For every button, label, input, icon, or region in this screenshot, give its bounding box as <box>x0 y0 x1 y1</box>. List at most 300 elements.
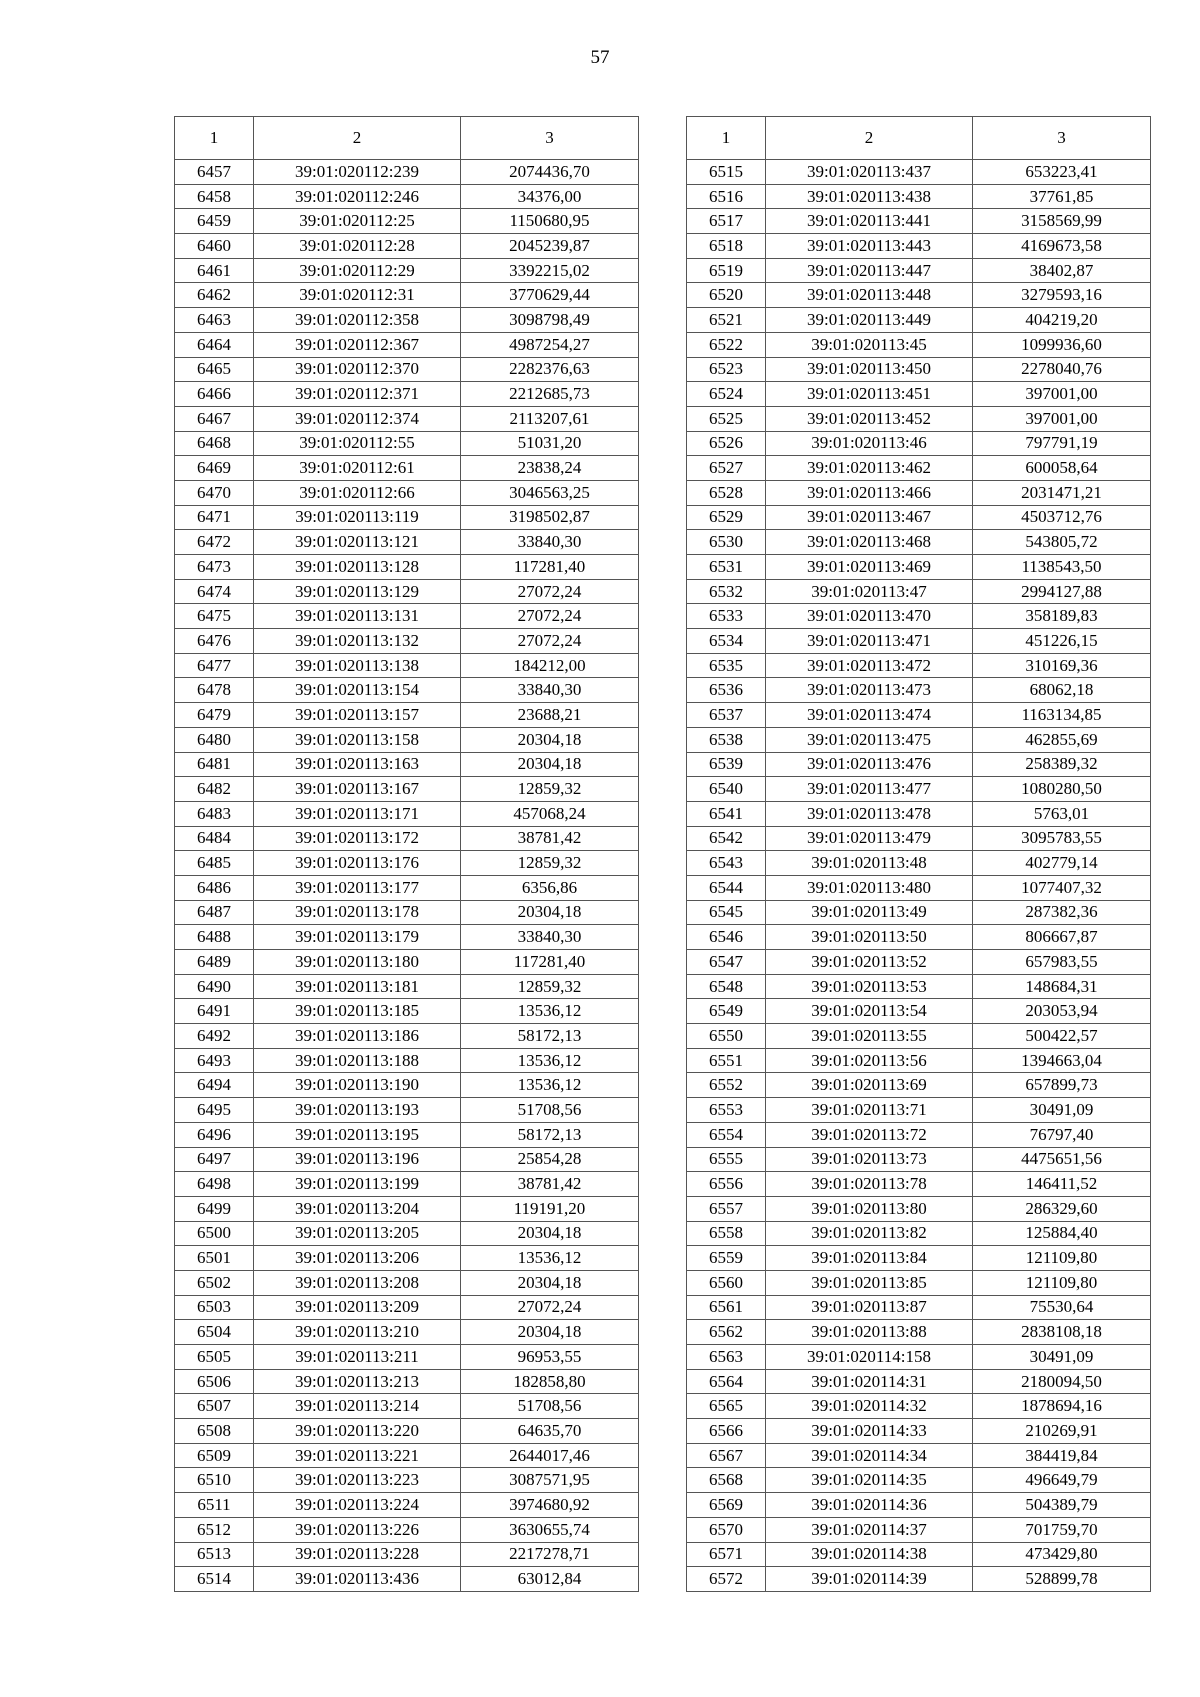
table-row <box>687 1542 1151 1567</box>
table-row <box>687 629 1151 654</box>
left-table <box>174 116 639 1592</box>
row-number-cell: 6490 <box>175 974 254 999</box>
row-number-cell: 6538 <box>687 727 766 752</box>
value-cell: 5763,01 <box>973 801 1151 826</box>
header-cell-2: 2 <box>766 117 973 160</box>
cadastral-number-cell: 39:01:020112:31 <box>254 283 461 308</box>
table-row <box>687 678 1151 703</box>
value-cell: 148684,31 <box>973 974 1151 999</box>
cadastral-number-cell: 39:01:020113:452 <box>766 406 973 431</box>
table-row <box>175 950 639 975</box>
row-number-cell: 6504 <box>175 1320 254 1345</box>
cadastral-number-cell: 39:01:020113:220 <box>254 1419 461 1444</box>
table-row <box>175 1443 639 1468</box>
value-cell: 451226,15 <box>973 629 1151 654</box>
table-row <box>175 160 639 185</box>
row-number-cell: 6509 <box>175 1443 254 1468</box>
value-cell: 3392215,02 <box>461 258 639 283</box>
row-number-cell: 6515 <box>687 160 766 185</box>
table-row <box>175 752 639 777</box>
cadastral-number-cell: 39:01:020113:437 <box>766 160 973 185</box>
value-cell: 457068,24 <box>461 801 639 826</box>
table-row <box>687 925 1151 950</box>
table-row <box>175 579 639 604</box>
table-row <box>687 1221 1151 1246</box>
value-cell: 38402,87 <box>973 258 1151 283</box>
value-cell: 653223,41 <box>973 160 1151 185</box>
table-row <box>175 1147 639 1172</box>
right-table <box>686 116 1151 1592</box>
row-number-cell: 6525 <box>687 406 766 431</box>
row-number-cell: 6475 <box>175 604 254 629</box>
table-row <box>687 1122 1151 1147</box>
table-row <box>687 875 1151 900</box>
value-cell: 310169,36 <box>973 653 1151 678</box>
value-cell: 34376,00 <box>461 184 639 209</box>
row-number-cell: 6565 <box>687 1394 766 1419</box>
row-number-cell: 6476 <box>175 629 254 654</box>
value-cell: 12859,32 <box>461 851 639 876</box>
table-row <box>175 480 639 505</box>
cadastral-number-cell: 39:01:020113:154 <box>254 678 461 703</box>
cadastral-number-cell: 39:01:020113:190 <box>254 1073 461 1098</box>
value-cell: 117281,40 <box>461 555 639 580</box>
row-number-cell: 6500 <box>175 1221 254 1246</box>
value-cell: 119191,20 <box>461 1196 639 1221</box>
row-number-cell: 6484 <box>175 826 254 851</box>
table-row <box>175 1493 639 1518</box>
row-number-cell: 6557 <box>687 1196 766 1221</box>
table-row <box>175 1517 639 1542</box>
table-row <box>687 283 1151 308</box>
cadastral-number-cell: 39:01:020113:176 <box>254 851 461 876</box>
value-cell: 4987254,27 <box>461 332 639 357</box>
cadastral-number-cell: 39:01:020113:72 <box>766 1122 973 1147</box>
cadastral-number-cell: 39:01:020113:214 <box>254 1394 461 1419</box>
value-cell: 64635,70 <box>461 1419 639 1444</box>
table-row <box>687 1468 1151 1493</box>
value-cell: 96953,55 <box>461 1345 639 1370</box>
value-cell: 38781,42 <box>461 826 639 851</box>
row-number-cell: 6566 <box>687 1419 766 1444</box>
table-row <box>687 1196 1151 1221</box>
value-cell: 13536,12 <box>461 1048 639 1073</box>
value-cell: 402779,14 <box>973 851 1151 876</box>
right-table-body <box>687 160 1151 1592</box>
value-cell: 20304,18 <box>461 1221 639 1246</box>
table-row <box>175 456 639 481</box>
row-number-cell: 6571 <box>687 1542 766 1567</box>
row-number-cell: 6488 <box>175 925 254 950</box>
value-cell: 27072,24 <box>461 1295 639 1320</box>
table-row <box>175 703 639 728</box>
row-number-cell: 6570 <box>687 1517 766 1542</box>
cadastral-number-cell: 39:01:020113:221 <box>254 1443 461 1468</box>
cadastral-number-cell: 39:01:020113:468 <box>766 530 973 555</box>
table-row <box>687 653 1151 678</box>
table-row <box>175 604 639 629</box>
value-cell: 2278040,76 <box>973 357 1151 382</box>
table-row <box>687 1493 1151 1518</box>
cadastral-number-cell: 39:01:020113:186 <box>254 1024 461 1049</box>
cadastral-number-cell: 39:01:020113:449 <box>766 308 973 333</box>
table-row <box>687 752 1151 777</box>
value-cell: 3046563,25 <box>461 480 639 505</box>
table-row <box>175 184 639 209</box>
cadastral-number-cell: 39:01:020113:163 <box>254 752 461 777</box>
cadastral-number-cell: 39:01:020113:211 <box>254 1345 461 1370</box>
value-cell: 203053,94 <box>973 999 1151 1024</box>
cadastral-number-cell: 39:01:020113:451 <box>766 382 973 407</box>
cadastral-number-cell: 39:01:020112:61 <box>254 456 461 481</box>
value-cell: 286329,60 <box>973 1196 1151 1221</box>
value-cell: 33840,30 <box>461 678 639 703</box>
cadastral-number-cell: 39:01:020112:367 <box>254 332 461 357</box>
cadastral-number-cell: 39:01:020113:129 <box>254 579 461 604</box>
cadastral-number-cell: 39:01:020112:358 <box>254 308 461 333</box>
table-row <box>175 1345 639 1370</box>
cadastral-number-cell: 39:01:020113:193 <box>254 1098 461 1123</box>
table-row <box>175 209 639 234</box>
cadastral-number-cell: 39:01:020113:181 <box>254 974 461 999</box>
table-row <box>175 1320 639 1345</box>
table-row <box>687 1295 1151 1320</box>
table-row <box>175 1122 639 1147</box>
cadastral-number-cell: 39:01:020113:475 <box>766 727 973 752</box>
value-cell: 2031471,21 <box>973 480 1151 505</box>
value-cell: 3974680,92 <box>461 1493 639 1518</box>
cadastral-number-cell: 39:01:020113:438 <box>766 184 973 209</box>
table-row <box>687 1246 1151 1271</box>
row-number-cell: 6564 <box>687 1369 766 1394</box>
cadastral-number-cell: 39:01:020113:119 <box>254 505 461 530</box>
row-number-cell: 6512 <box>175 1517 254 1542</box>
table-row <box>175 999 639 1024</box>
row-number-cell: 6467 <box>175 406 254 431</box>
cadastral-number-cell: 39:01:020113:56 <box>766 1048 973 1073</box>
cadastral-number-cell: 39:01:020113:179 <box>254 925 461 950</box>
cadastral-number-cell: 39:01:020114:33 <box>766 1419 973 1444</box>
value-cell: 51708,56 <box>461 1098 639 1123</box>
row-number-cell: 6533 <box>687 604 766 629</box>
cadastral-number-cell: 39:01:020113:71 <box>766 1098 973 1123</box>
row-number-cell: 6510 <box>175 1468 254 1493</box>
value-cell: 20304,18 <box>461 900 639 925</box>
cadastral-number-cell: 39:01:020112:370 <box>254 357 461 382</box>
row-number-cell: 6518 <box>687 234 766 259</box>
value-cell: 13536,12 <box>461 1246 639 1271</box>
table-row <box>687 703 1151 728</box>
cadastral-number-cell: 39:01:020113:53 <box>766 974 973 999</box>
header-cell-3: 3 <box>973 117 1151 160</box>
row-number-cell: 6552 <box>687 1073 766 1098</box>
cadastral-number-cell: 39:01:020112:371 <box>254 382 461 407</box>
cadastral-number-cell: 39:01:020113:206 <box>254 1246 461 1271</box>
cadastral-number-cell: 39:01:020113:88 <box>766 1320 973 1345</box>
table-row <box>687 234 1151 259</box>
cadastral-number-cell: 39:01:020113:78 <box>766 1172 973 1197</box>
row-number-cell: 6543 <box>687 851 766 876</box>
cadastral-number-cell: 39:01:020113:467 <box>766 505 973 530</box>
value-cell: 20304,18 <box>461 1270 639 1295</box>
cadastral-number-cell: 39:01:020113:210 <box>254 1320 461 1345</box>
row-number-cell: 6503 <box>175 1295 254 1320</box>
cadastral-number-cell: 39:01:020113:477 <box>766 777 973 802</box>
value-cell: 2180094,50 <box>973 1369 1151 1394</box>
table-row <box>175 357 639 382</box>
value-cell: 397001,00 <box>973 382 1151 407</box>
left-table-body <box>175 160 639 1592</box>
table-row <box>175 826 639 851</box>
table-row <box>175 678 639 703</box>
table-row <box>687 406 1151 431</box>
value-cell: 184212,00 <box>461 653 639 678</box>
row-number-cell: 6562 <box>687 1320 766 1345</box>
table-row <box>687 505 1151 530</box>
table-row <box>687 456 1151 481</box>
table-row <box>175 900 639 925</box>
row-number-cell: 6529 <box>687 505 766 530</box>
cadastral-number-cell: 39:01:020113:87 <box>766 1295 973 1320</box>
row-number-cell: 6469 <box>175 456 254 481</box>
row-number-cell: 6457 <box>175 160 254 185</box>
value-cell: 3630655,74 <box>461 1517 639 1542</box>
header-cell-2: 2 <box>254 117 461 160</box>
cadastral-number-cell: 39:01:020112:239 <box>254 160 461 185</box>
row-number-cell: 6485 <box>175 851 254 876</box>
value-cell: 210269,91 <box>973 1419 1151 1444</box>
row-number-cell: 6480 <box>175 727 254 752</box>
cadastral-number-cell: 39:01:020113:204 <box>254 1196 461 1221</box>
cadastral-number-cell: 39:01:020113:73 <box>766 1147 973 1172</box>
value-cell: 1077407,32 <box>973 875 1151 900</box>
cadastral-number-cell: 39:01:020113:55 <box>766 1024 973 1049</box>
value-cell: 287382,36 <box>973 900 1151 925</box>
table-row <box>175 777 639 802</box>
cadastral-number-cell: 39:01:020114:31 <box>766 1369 973 1394</box>
row-number-cell: 6563 <box>687 1345 766 1370</box>
row-number-cell: 6508 <box>175 1419 254 1444</box>
table-row <box>175 1419 639 1444</box>
value-cell: 25854,28 <box>461 1147 639 1172</box>
cadastral-number-cell: 39:01:020113:128 <box>254 555 461 580</box>
value-cell: 6356,86 <box>461 875 639 900</box>
row-number-cell: 6532 <box>687 579 766 604</box>
cadastral-number-cell: 39:01:020113:45 <box>766 332 973 357</box>
row-number-cell: 6572 <box>687 1567 766 1592</box>
row-number-cell: 6535 <box>687 653 766 678</box>
value-cell: 13536,12 <box>461 999 639 1024</box>
cadastral-number-cell: 39:01:020113:172 <box>254 826 461 851</box>
table-row <box>687 480 1151 505</box>
cadastral-number-cell: 39:01:020113:473 <box>766 678 973 703</box>
value-cell: 462855,69 <box>973 727 1151 752</box>
value-cell: 2074436,70 <box>461 160 639 185</box>
row-number-cell: 6567 <box>687 1443 766 1468</box>
cadastral-number-cell: 39:01:020113:180 <box>254 950 461 975</box>
table-row <box>687 1147 1151 1172</box>
header-row <box>175 117 639 160</box>
cadastral-number-cell: 39:01:020113:213 <box>254 1369 461 1394</box>
cadastral-number-cell: 39:01:020113:69 <box>766 1073 973 1098</box>
value-cell: 33840,30 <box>461 925 639 950</box>
cadastral-number-cell: 39:01:020113:171 <box>254 801 461 826</box>
value-cell: 2045239,87 <box>461 234 639 259</box>
table-row <box>687 1270 1151 1295</box>
table-row <box>175 1369 639 1394</box>
cadastral-number-cell: 39:01:020113:479 <box>766 826 973 851</box>
row-number-cell: 6542 <box>687 826 766 851</box>
cadastral-number-cell: 39:01:020113:47 <box>766 579 973 604</box>
row-number-cell: 6544 <box>687 875 766 900</box>
value-cell: 33840,30 <box>461 530 639 555</box>
header-cell-1: 1 <box>687 117 766 160</box>
table-row <box>175 505 639 530</box>
value-cell: 13536,12 <box>461 1073 639 1098</box>
table-row <box>687 851 1151 876</box>
value-cell: 496649,79 <box>973 1468 1151 1493</box>
cadastral-number-cell: 39:01:020113:121 <box>254 530 461 555</box>
table-row <box>175 974 639 999</box>
row-number-cell: 6464 <box>175 332 254 357</box>
row-number-cell: 6534 <box>687 629 766 654</box>
value-cell: 2838108,18 <box>973 1320 1151 1345</box>
row-number-cell: 6505 <box>175 1345 254 1370</box>
row-number-cell: 6483 <box>175 801 254 826</box>
row-number-cell: 6540 <box>687 777 766 802</box>
row-number-cell: 6463 <box>175 308 254 333</box>
row-number-cell: 6569 <box>687 1493 766 1518</box>
row-number-cell: 6468 <box>175 431 254 456</box>
table-row <box>175 1270 639 1295</box>
cadastral-number-cell: 39:01:020113:185 <box>254 999 461 1024</box>
table-row <box>687 579 1151 604</box>
header-cell-1: 1 <box>175 117 254 160</box>
row-number-cell: 6499 <box>175 1196 254 1221</box>
row-number-cell: 6482 <box>175 777 254 802</box>
value-cell: 657899,73 <box>973 1073 1151 1098</box>
table-row <box>687 382 1151 407</box>
value-cell: 51031,20 <box>461 431 639 456</box>
cadastral-number-cell: 39:01:020114:32 <box>766 1394 973 1419</box>
row-number-cell: 6498 <box>175 1172 254 1197</box>
table-row <box>687 1567 1151 1592</box>
value-cell: 1878694,16 <box>973 1394 1151 1419</box>
cadastral-number-cell: 39:01:020113:48 <box>766 851 973 876</box>
table-row <box>175 258 639 283</box>
row-number-cell: 6465 <box>175 357 254 382</box>
row-number-cell: 6501 <box>175 1246 254 1271</box>
row-number-cell: 6474 <box>175 579 254 604</box>
table-row <box>175 1172 639 1197</box>
row-number-cell: 6502 <box>175 1270 254 1295</box>
table-row <box>687 1517 1151 1542</box>
cadastral-number-cell: 39:01:020112:55 <box>254 431 461 456</box>
value-cell: 500422,57 <box>973 1024 1151 1049</box>
cadastral-number-cell: 39:01:020113:443 <box>766 234 973 259</box>
value-cell: 38781,42 <box>461 1172 639 1197</box>
value-cell: 2212685,73 <box>461 382 639 407</box>
value-cell: 504389,79 <box>973 1493 1151 1518</box>
value-cell: 58172,13 <box>461 1122 639 1147</box>
value-cell: 3158569,99 <box>973 209 1151 234</box>
row-number-cell: 6560 <box>687 1270 766 1295</box>
row-number-cell: 6545 <box>687 900 766 925</box>
row-number-cell: 6477 <box>175 653 254 678</box>
value-cell: 701759,70 <box>973 1517 1151 1542</box>
row-number-cell: 6520 <box>687 283 766 308</box>
value-cell: 51708,56 <box>461 1394 639 1419</box>
row-number-cell: 6523 <box>687 357 766 382</box>
value-cell: 1138543,50 <box>973 555 1151 580</box>
row-number-cell: 6487 <box>175 900 254 925</box>
row-number-cell: 6516 <box>687 184 766 209</box>
value-cell: 1163134,85 <box>973 703 1151 728</box>
table-row <box>687 160 1151 185</box>
value-cell: 1394663,04 <box>973 1048 1151 1073</box>
cadastral-number-cell: 39:01:020113:226 <box>254 1517 461 1542</box>
cadastral-number-cell: 39:01:020114:38 <box>766 1542 973 1567</box>
value-cell: 30491,09 <box>973 1098 1151 1123</box>
value-cell: 30491,09 <box>973 1345 1151 1370</box>
table-row <box>687 530 1151 555</box>
row-number-cell: 6554 <box>687 1122 766 1147</box>
cadastral-number-cell: 39:01:020113:84 <box>766 1246 973 1271</box>
value-cell: 1099936,60 <box>973 332 1151 357</box>
cadastral-number-cell: 39:01:020113:462 <box>766 456 973 481</box>
row-number-cell: 6494 <box>175 1073 254 1098</box>
cadastral-number-cell: 39:01:020113:167 <box>254 777 461 802</box>
cadastral-number-cell: 39:01:020113:158 <box>254 727 461 752</box>
row-number-cell: 6568 <box>687 1468 766 1493</box>
table-row <box>687 1394 1151 1419</box>
table-row <box>687 801 1151 826</box>
value-cell: 3198502,87 <box>461 505 639 530</box>
table-row <box>687 431 1151 456</box>
table-row <box>687 950 1151 975</box>
value-cell: 76797,40 <box>973 1122 1151 1147</box>
value-cell: 806667,87 <box>973 925 1151 950</box>
table-row <box>175 1196 639 1221</box>
row-number-cell: 6507 <box>175 1394 254 1419</box>
cadastral-number-cell: 39:01:020114:158 <box>766 1345 973 1370</box>
value-cell: 75530,64 <box>973 1295 1151 1320</box>
table-row <box>687 1345 1151 1370</box>
value-cell: 68062,18 <box>973 678 1151 703</box>
cadastral-number-cell: 39:01:020113:441 <box>766 209 973 234</box>
cadastral-number-cell: 39:01:020113:224 <box>254 1493 461 1518</box>
row-number-cell: 6514 <box>175 1567 254 1592</box>
value-cell: 2994127,88 <box>973 579 1151 604</box>
cadastral-number-cell: 39:01:020113:205 <box>254 1221 461 1246</box>
value-cell: 63012,84 <box>461 1567 639 1592</box>
value-cell: 258389,32 <box>973 752 1151 777</box>
row-number-cell: 6497 <box>175 1147 254 1172</box>
value-cell: 12859,32 <box>461 974 639 999</box>
table-row <box>687 357 1151 382</box>
row-number-cell: 6491 <box>175 999 254 1024</box>
table-row <box>687 308 1151 333</box>
table-row <box>175 1394 639 1419</box>
row-number-cell: 6489 <box>175 950 254 975</box>
table-row <box>687 1419 1151 1444</box>
row-number-cell: 6519 <box>687 258 766 283</box>
cadastral-number-cell: 39:01:020112:29 <box>254 258 461 283</box>
cadastral-number-cell: 39:01:020113:199 <box>254 1172 461 1197</box>
table-row <box>175 1295 639 1320</box>
value-cell: 2282376,63 <box>461 357 639 382</box>
row-number-cell: 6558 <box>687 1221 766 1246</box>
